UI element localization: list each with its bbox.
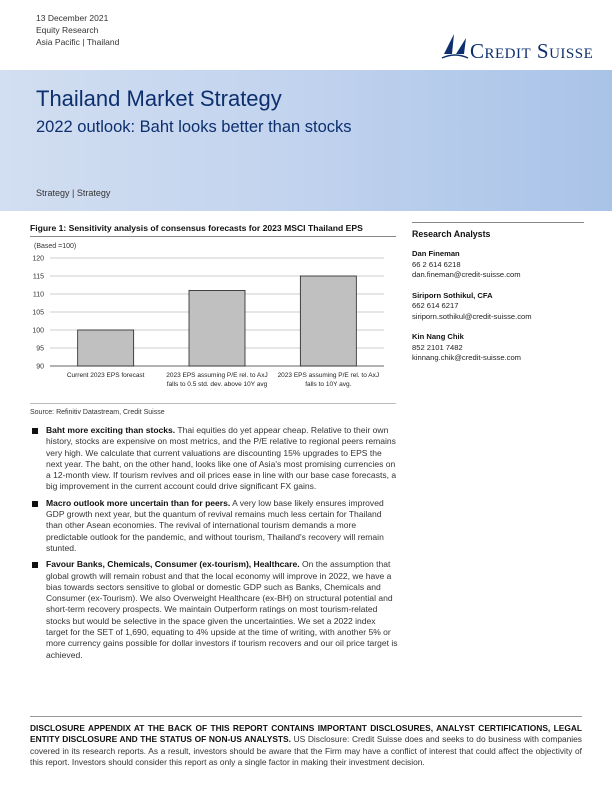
bullet-item: [30, 425, 398, 493]
bullet-square-icon: [32, 562, 38, 568]
figure-source: Source: Refinitiv Datastream, Credit Suisse: [30, 409, 165, 416]
analyst-email[interactable]: dan.fineman@credit-suisse.com: [412, 270, 521, 279]
bullet-lead: Macro outlook more uncertain than for peers.: [46, 497, 231, 508]
report-subtitle: 2022 outlook: Baht looks better than stocks: [36, 118, 352, 136]
analyst-card: [412, 291, 584, 323]
y-tick-label: 100: [32, 327, 44, 335]
footer-rule: [30, 716, 582, 717]
sidebar-rule: [412, 222, 584, 223]
report-region: Asia Pacific | Thailand: [36, 37, 120, 47]
y-tick-label: 90: [36, 363, 44, 371]
figure-top-rule: [30, 236, 396, 237]
x-tick-label: 2023 EPS assuming P/E rel. to AxJ: [166, 372, 268, 379]
analyst-phone: 662 614 6217: [412, 301, 459, 310]
bullet-item: [30, 559, 398, 661]
bar: [78, 330, 134, 366]
disclosure-notice: [30, 723, 582, 769]
bullet-square-icon: [32, 501, 38, 507]
x-tick-label: 2023 EPS assuming P/E rel. to AxJ: [277, 372, 380, 379]
figure-bottom-rule: [30, 403, 396, 404]
analyst-card: [412, 249, 584, 281]
analyst-name: Dan Fineman: [412, 249, 460, 258]
bullet-text: Thai equities do yet appear cheap. Relative to their own history, stocks are expensive on most metrics, and the P/E relative to regional peers remains very high. We calculate that current valuations are discounting 15% upgrades to EPS the next year. The baht, on the other hand, looks like one of Asia's most promising currencies on a 12-month view. If tourism revives and oil prices ease in line with our base case forecasts, a big improvement in the current account could drive significant FX gains.: [46, 425, 397, 492]
y-axis-label: (Based =100): [34, 243, 77, 250]
analyst-email[interactable]: siriporn.sothikul@credit-suisse.com: [412, 311, 532, 321]
bar: [300, 276, 356, 366]
x-tick-label: Current 2023 EPS forecast: [66, 372, 145, 379]
analyst-phone: 852 2101 7482: [412, 342, 463, 352]
disclosure-lead: DISCLOSURE APPENDIX AT THE BACK OF THIS REPORT CONTAINS IMPORTANT DISCLOSURES, ANALYST CERTIFICATIONS, LEGAL ENTITY DISCLOSURE AND THE STATUS OF NON-US ANALYSTS.: [30, 723, 582, 745]
brand-name: Credit Suisse: [470, 39, 594, 63]
analyst-sidebar: [412, 222, 584, 374]
y-tick-label: 105: [32, 309, 44, 317]
figure-title: Figure 1: Sensitivity analysis of consensus forecasts for 2023 MSCI Thailand EPS: [30, 223, 363, 233]
bullet-text: On the assumption that global growth will remain robust and that the local economy will improve in 2022, we have a bias towards sectors sensitive to global or domestic GDP such as Banks, Chemicals and Consumer (ex-Tourism). We also Overweight Healthcare (ex-BH) on structural potential and short-term recovery prospects. We maintain Outperform ratings on most tourism-related stocks but would be selective in the space given the uncertainties. We set a 2022 index target for the SET of 1,690, equating to 4% upside at the time of writing, with another 5% or more currency gains possible for dollar investors if tourism recovers and our oil price target is achieved.: [46, 559, 398, 660]
x-tick-label: falls to 10Y avg.: [305, 381, 352, 388]
bullet-lead: Baht more exciting than stocks.: [46, 425, 176, 435]
credit-suisse-logo: [440, 32, 594, 71]
bullet-lead: Favour Banks, Chemicals, Consumer (ex-tourism), Healthcare.: [46, 559, 300, 570]
bullet-text: A very low base likely ensures improved GDP growth next year, but the quantum of revival remains much less certain for Thailand than other Asean economies. The revival of international tourism demands a more predictable outlook for the pandemic, and without tourism, Thailand's recovery will remain stunted.: [46, 497, 384, 553]
key-points: [30, 425, 398, 666]
bullet-square-icon: [32, 428, 38, 434]
analysts-heading: Research Analysts: [412, 229, 491, 239]
analyst-card: [412, 332, 584, 364]
report-date: 13 December 2021: [36, 13, 109, 23]
x-tick-label: falls to 0.5 std. dev. above 10Y avg: [166, 381, 268, 388]
report-category: Strategy | Strategy: [36, 188, 111, 198]
bullet-item: [30, 498, 398, 554]
y-tick-label: 95: [36, 345, 44, 353]
report-department: Equity Research: [36, 25, 99, 35]
report-title: Thailand Market Strategy: [36, 86, 282, 111]
eps-sensitivity-chart: [28, 238, 394, 400]
bar: [189, 290, 245, 366]
report-meta: [36, 12, 119, 48]
y-tick-label: 120: [32, 255, 44, 263]
analyst-name: Siriporn Sothikul, CFA: [412, 290, 493, 300]
analyst-email[interactable]: kinnang.chik@credit-suisse.com: [412, 353, 522, 362]
y-tick-label: 110: [32, 291, 44, 299]
analyst-name: Kin Nang Chik: [412, 332, 464, 341]
sails-icon: [440, 32, 470, 66]
disclosure-text: US Disclosure: Credit Suisse does and seeks to do business with companies covered in its research reports. As a result, investors should be aware that the Firm may have a conflict of interest that could affect the objectivity of this report. Investors should consider this report as only a single factor in making their investment decision.: [30, 734, 582, 768]
y-tick-label: 115: [32, 273, 44, 281]
analyst-phone: 66 2 614 6218: [412, 259, 461, 269]
